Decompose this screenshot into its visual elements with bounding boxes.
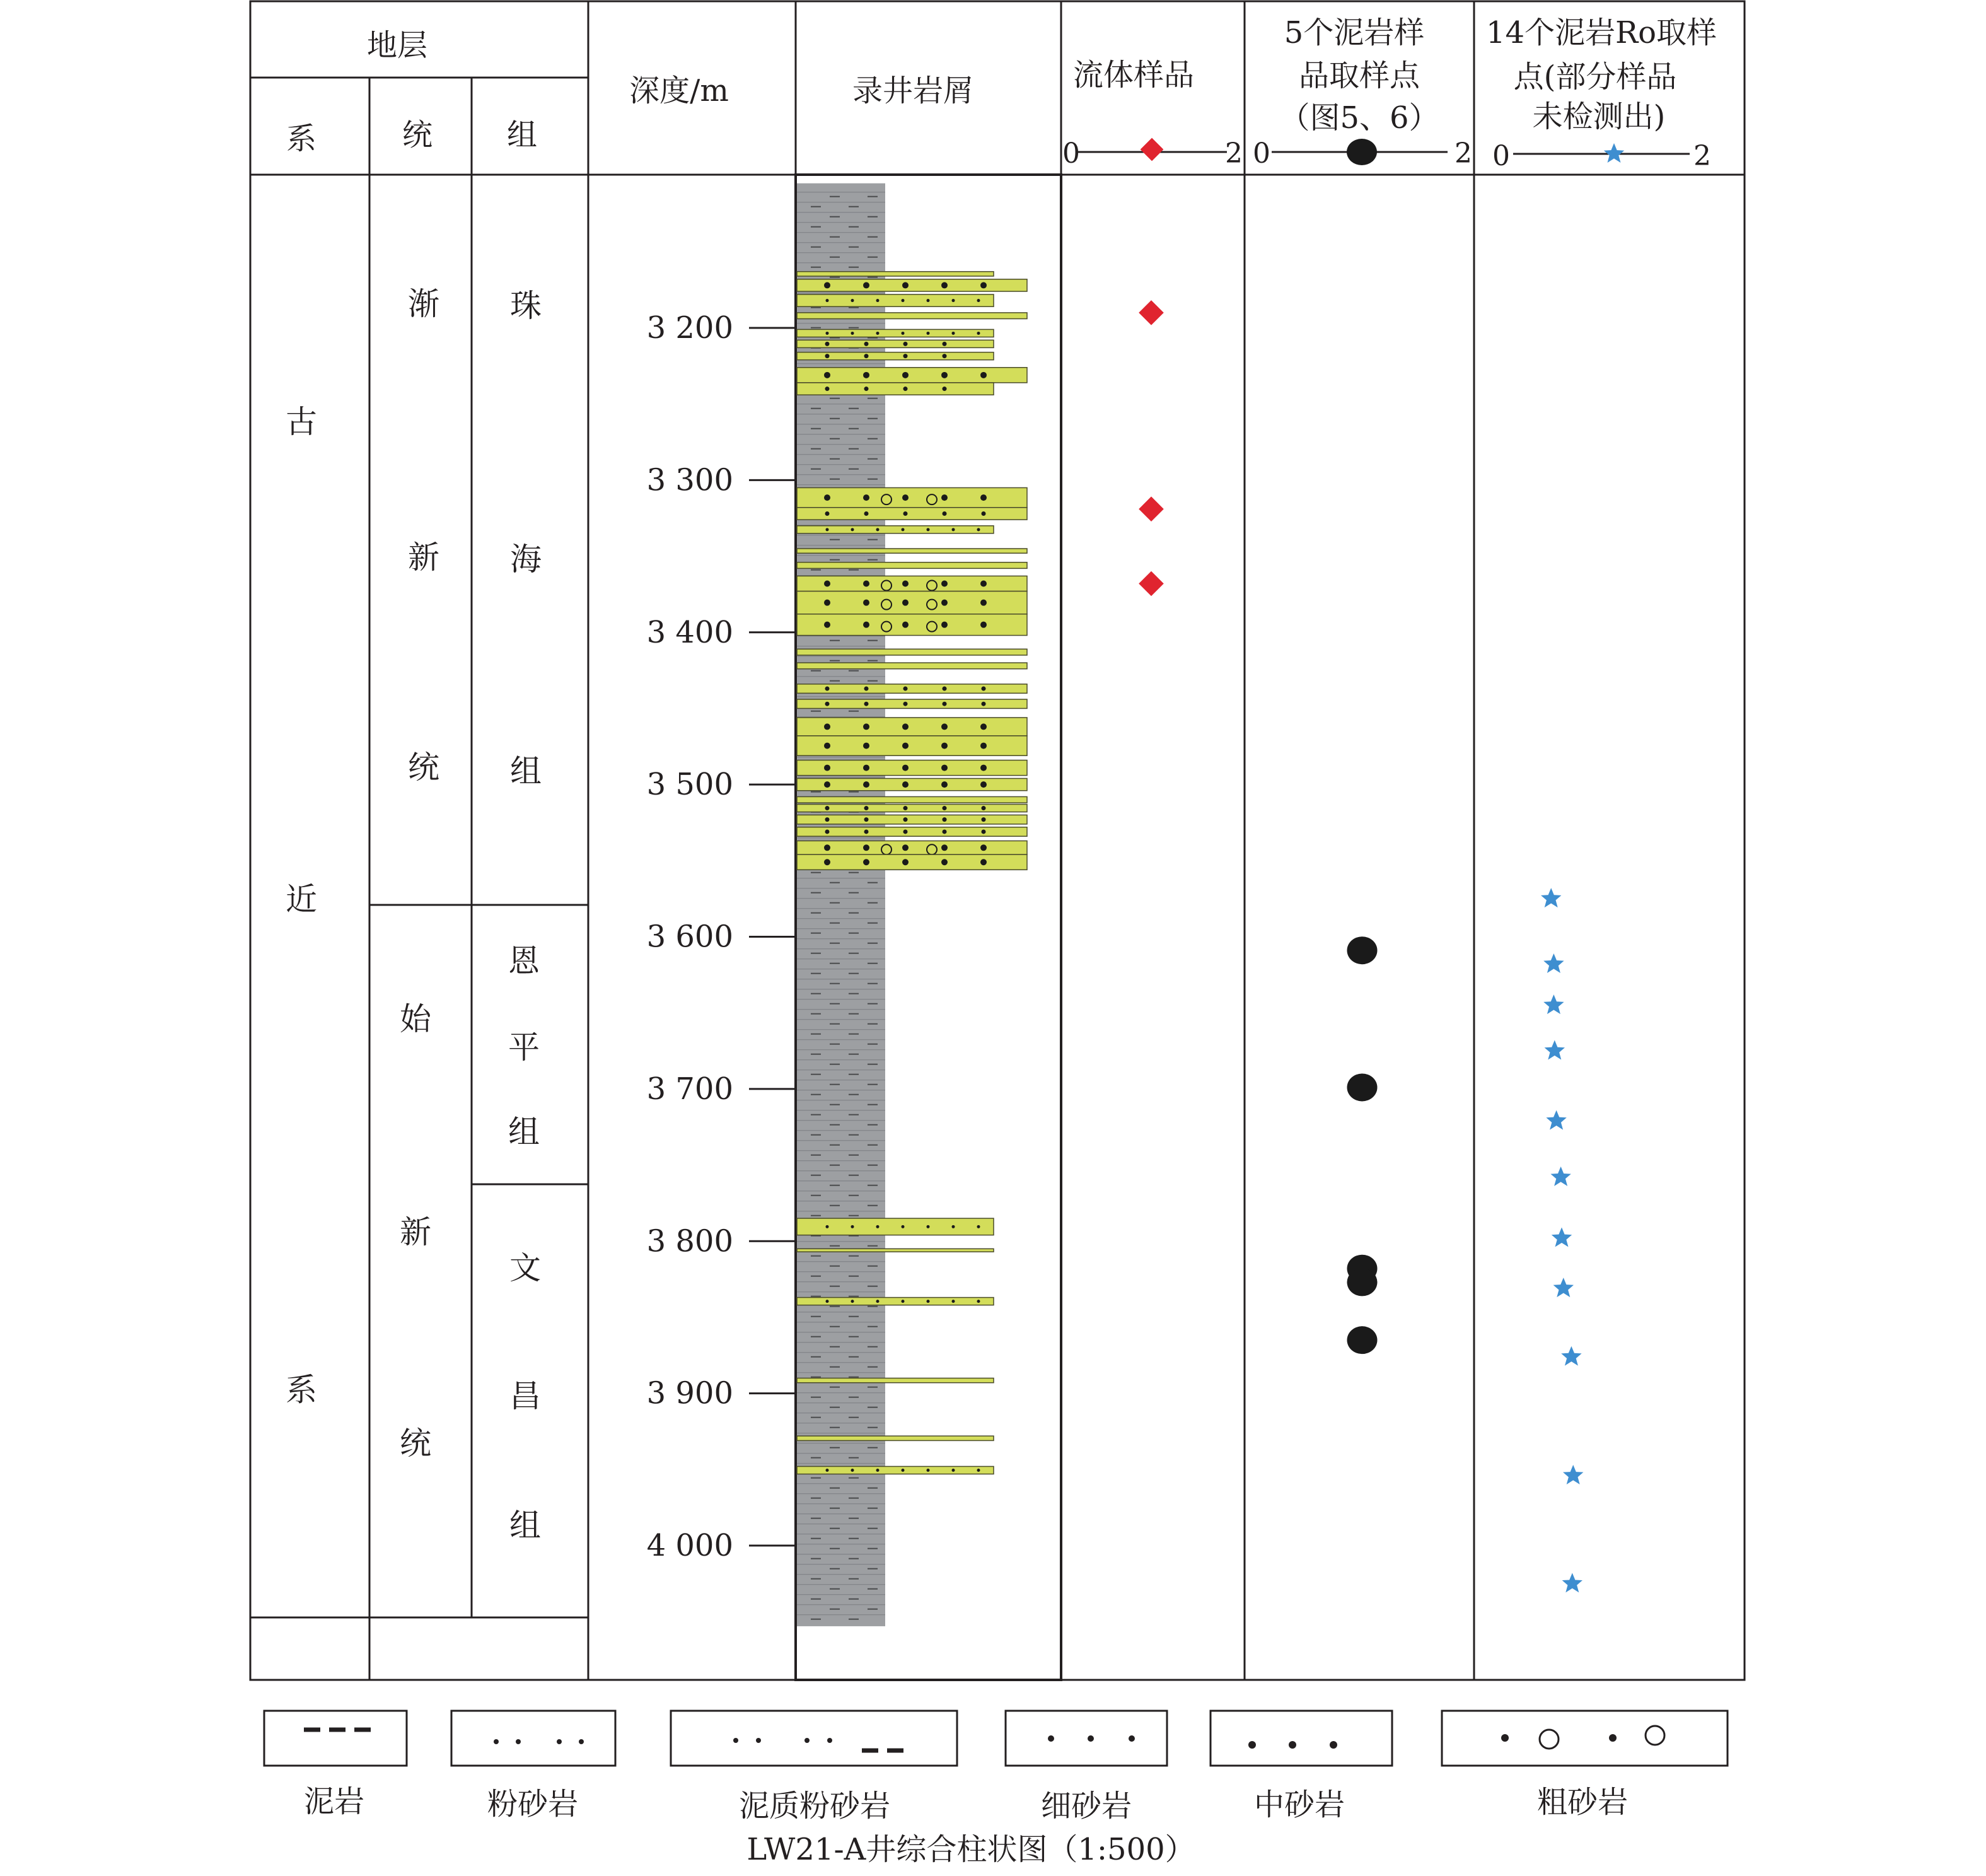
sand-bed	[797, 591, 1027, 614]
grain-dot	[863, 844, 869, 851]
grain-dot	[927, 1225, 930, 1228]
grain-dot	[902, 600, 909, 606]
grain-dot	[952, 1469, 955, 1472]
grain-dot	[902, 494, 909, 501]
ro-scale-star-icon	[1604, 143, 1624, 163]
series-upper-char-1: 渐	[408, 286, 439, 322]
mud-sample-dot	[1347, 1073, 1378, 1101]
grain-dot	[902, 299, 905, 302]
grain-dot	[927, 528, 930, 531]
sand-bed	[797, 1378, 994, 1382]
grain-dot	[876, 1469, 880, 1472]
sand-bed	[797, 1249, 994, 1252]
depth-tick-label: 4 000	[646, 1528, 733, 1563]
grain-dot	[941, 372, 948, 378]
ro-sample-star	[1552, 1227, 1572, 1247]
sand-bed	[797, 614, 1027, 636]
grain-dot	[982, 817, 986, 822]
grain-dot	[902, 1469, 905, 1472]
series-lower-char-2: 新	[400, 1214, 431, 1250]
header-strata: 地层	[366, 28, 428, 63]
grain-dot	[943, 817, 947, 822]
grain-dot	[851, 528, 854, 531]
grain-dot	[825, 817, 830, 822]
grain-dot	[902, 765, 909, 771]
sand-bed	[797, 736, 1027, 755]
system-char-2: 近	[286, 881, 317, 918]
legend-muddy-siltstone-swatch	[671, 1711, 957, 1766]
fluid-scale-min: 0	[1062, 137, 1080, 170]
figure-caption: LW21-A井综合柱状图（1:500）	[746, 1832, 1195, 1867]
grain-dot	[941, 581, 948, 587]
sand-bed	[797, 562, 1027, 569]
grain-dot	[943, 342, 947, 346]
grain-dot	[863, 723, 869, 730]
grain-dot	[826, 1300, 829, 1303]
grain-dot	[876, 1300, 880, 1303]
sand-bed	[797, 1436, 994, 1440]
grain-dot	[903, 354, 908, 358]
grain-dot	[902, 859, 909, 865]
grain-dot	[903, 342, 908, 346]
grain-dot	[825, 829, 830, 834]
grain-dot	[977, 1300, 980, 1303]
series-lower-char-3: 统	[400, 1425, 431, 1462]
grain-dot	[980, 765, 987, 771]
grain-dot	[980, 372, 987, 378]
sand-bed	[797, 841, 1027, 854]
legend	[264, 1711, 1728, 1824]
legend-coarse-sandstone	[1442, 1711, 1728, 1820]
legend-fine-sandstone	[1006, 1711, 1167, 1824]
depth-tick-label: 3 400	[646, 614, 733, 650]
mud-scale	[1253, 137, 1472, 170]
grain-dot	[851, 299, 854, 302]
sand-bed	[797, 368, 1027, 383]
sand-bed	[797, 827, 1027, 836]
header-ro-line1: 14个泥岩Ro取样	[1485, 15, 1717, 50]
grain-dot	[876, 528, 880, 531]
grain-dot	[864, 342, 869, 346]
depth-tick-label: 3 200	[646, 310, 733, 346]
wenchang-char-3: 组	[509, 1507, 541, 1544]
grain-dot	[980, 600, 987, 606]
grain-dot	[902, 723, 909, 730]
system-char-3: 系	[286, 1372, 317, 1408]
grain-dot	[980, 622, 987, 628]
grain-dot	[943, 806, 947, 810]
header-mud-line2: 品取样点	[1298, 58, 1420, 93]
grain-dot	[903, 687, 908, 691]
legend-siltstone-swatch	[451, 1711, 615, 1766]
grain-dot	[903, 511, 908, 516]
grain-dot	[941, 781, 948, 788]
grain-dot	[863, 581, 869, 587]
ro-sample-star	[1543, 994, 1564, 1014]
grain-dot	[903, 387, 908, 391]
mud-sample-dot	[1347, 1326, 1378, 1354]
mud-scale-min: 0	[1253, 137, 1270, 170]
mud-sample-dot	[1347, 936, 1378, 964]
grain-dot	[903, 817, 908, 822]
grain-dot	[824, 600, 830, 606]
legend-fine-sandstone-label: 细砂岩	[1040, 1788, 1132, 1824]
mudstone-column	[797, 184, 885, 1626]
legend-coarse-sandstone-swatch	[1442, 1711, 1728, 1766]
grain-dot	[902, 372, 909, 378]
grain-dot	[902, 1225, 905, 1228]
sand-bed	[797, 854, 1027, 870]
ro-sample-star	[1553, 1278, 1574, 1297]
grain-dot	[941, 600, 948, 606]
enping-char-2: 平	[508, 1029, 540, 1066]
grain-dot	[825, 702, 830, 706]
grain-dot	[825, 687, 830, 691]
sand-bed	[797, 272, 994, 276]
strata-columns	[286, 286, 542, 1544]
grain-dot	[824, 765, 830, 771]
grain-dot	[982, 511, 986, 516]
legend-medium-sandstone-swatch	[1211, 1711, 1392, 1766]
grain-dot	[943, 387, 947, 391]
legend-siltstone-label: 粉砂岩	[487, 1786, 579, 1822]
wenchang-char-1: 文	[509, 1250, 541, 1286]
table-header	[286, 15, 1717, 156]
depth-tick-label: 3 300	[646, 462, 733, 498]
grain-dot	[941, 723, 948, 730]
grain-dot	[864, 702, 869, 706]
grain-dot	[902, 528, 905, 531]
grain-dot	[824, 494, 830, 501]
ro-sample-star	[1546, 1110, 1566, 1130]
grain-dot	[825, 342, 830, 346]
grain-dot	[980, 581, 987, 587]
grain-dot	[863, 282, 869, 288]
grain-dot	[977, 1225, 980, 1228]
grain-dot	[826, 528, 829, 531]
grain-dot	[864, 806, 869, 810]
legend-mudstone-swatch	[264, 1711, 407, 1766]
grain-dot	[863, 622, 869, 628]
header-ro-line2: 点(部分样品	[1513, 59, 1677, 95]
grain-dot	[864, 817, 869, 822]
grain-dot	[903, 806, 908, 810]
ro-sample-star	[1563, 1465, 1583, 1484]
depth-tick-label: 3 600	[646, 919, 733, 955]
fluid-sample-diamond	[1139, 300, 1164, 325]
grain-dot	[952, 1300, 955, 1303]
grain-dot	[863, 372, 869, 378]
grain-dot	[982, 829, 986, 834]
grain-dot	[927, 332, 930, 335]
grain-dot	[826, 1469, 829, 1472]
grain-dot	[927, 1469, 930, 1472]
grain-dot	[824, 723, 830, 730]
header-depth: 深度/m	[629, 73, 729, 108]
grain-dot	[927, 299, 930, 302]
header-series: 统	[402, 117, 433, 153]
sand-bed	[797, 549, 1027, 553]
grain-dot	[902, 581, 909, 587]
lithology-log	[797, 184, 1027, 1626]
grain-dot	[824, 581, 830, 587]
grain-dot	[826, 299, 829, 302]
grain-dot	[977, 528, 980, 531]
grain-dot	[980, 494, 987, 501]
grain-dot	[941, 494, 948, 501]
grain-dot	[864, 354, 869, 358]
grain-dot	[977, 332, 980, 335]
series-lower-char-1: 始	[400, 1001, 431, 1037]
sand-bed	[797, 699, 1027, 708]
grain-dot	[824, 282, 830, 288]
fluid-sample-diamond	[1139, 496, 1164, 521]
grain-dot	[864, 511, 869, 516]
sand-bed	[797, 718, 1027, 736]
grain-dot	[980, 723, 987, 730]
grain-dot	[903, 702, 908, 706]
grain-dot	[825, 511, 830, 516]
grain-dot	[902, 844, 909, 851]
grain-dot	[941, 743, 948, 749]
grain-dot	[941, 844, 948, 851]
sand-bed	[797, 576, 1027, 591]
header-formation: 组	[506, 117, 538, 153]
ro-sample-star	[1562, 1573, 1582, 1592]
grain-dot	[943, 354, 947, 358]
grain-dot	[824, 781, 830, 788]
legend-medium-sandstone-label: 中砂岩	[1253, 1787, 1345, 1822]
grain-dot	[863, 765, 869, 771]
grain-dot	[943, 829, 947, 834]
grain-dot	[824, 372, 830, 378]
grain-dot	[826, 1225, 829, 1228]
grain-dot	[952, 1225, 955, 1228]
grain-dot	[952, 299, 955, 302]
grain-dot	[825, 806, 830, 810]
fluid-sample-diamond	[1139, 571, 1164, 597]
ro-sample-star	[1543, 953, 1564, 973]
header-mud-line1: 5个泥岩样	[1284, 15, 1425, 50]
grain-dot	[941, 765, 948, 771]
series-upper-char-3: 统	[408, 749, 439, 786]
header-mud-line3: （图5、6）	[1279, 100, 1439, 136]
ro-scale	[1492, 140, 1711, 172]
fluid-scale	[1062, 137, 1243, 170]
legend-coarse-sandstone-label: 粗砂岩	[1536, 1785, 1629, 1820]
legend-fine-sandstone-swatch	[1006, 1711, 1167, 1766]
legend-siltstone	[451, 1711, 615, 1822]
grain-dot	[902, 282, 909, 288]
grain-dot	[824, 743, 830, 749]
wenchang-char-2: 昌	[509, 1378, 541, 1414]
ro-sample-star	[1541, 888, 1561, 907]
depth-tick-label: 3 500	[646, 767, 733, 803]
zhuhai-char-1: 珠	[510, 288, 542, 324]
grain-dot	[941, 622, 948, 628]
fluid-sample-markers	[1139, 300, 1164, 596]
grain-dot	[943, 702, 947, 706]
grain-dot	[851, 1469, 854, 1472]
enping-char-3: 组	[508, 1114, 540, 1150]
grain-dot	[982, 702, 986, 706]
grain-dot	[824, 622, 830, 628]
sand-bed	[797, 760, 1027, 776]
sand-bed	[797, 279, 1027, 291]
zhuhai-char-2: 海	[510, 541, 542, 578]
legend-muddy-siltstone-label: 泥质粉砂岩	[738, 1788, 891, 1824]
legend-mudstone	[264, 1711, 407, 1819]
grain-dot	[851, 1300, 854, 1303]
grain-dot	[851, 332, 854, 335]
grain-dot	[863, 781, 869, 788]
ro-sample-star	[1550, 1167, 1571, 1186]
mud-sample-dot	[1347, 1268, 1378, 1296]
grain-dot	[902, 622, 909, 628]
sand-bed	[797, 487, 1027, 507]
header-ro-line3: 未检测出)	[1532, 99, 1666, 134]
grain-dot	[941, 282, 948, 288]
series-upper-char-2: 新	[408, 539, 439, 576]
grain-dot	[825, 354, 830, 358]
grain-dot	[864, 687, 869, 691]
grain-dot	[902, 743, 909, 749]
grain-dot	[980, 859, 987, 865]
grain-dot	[863, 743, 869, 749]
grain-dot	[863, 859, 869, 865]
grain-dot	[863, 494, 869, 501]
system-char-1: 古	[286, 404, 317, 440]
grain-dot	[824, 844, 830, 851]
grain-dot	[902, 1300, 905, 1303]
sand-bed	[797, 313, 1027, 319]
grain-dot	[980, 844, 987, 851]
grain-dot	[980, 282, 987, 288]
sand-bed	[797, 649, 1027, 655]
grain-dot	[876, 332, 880, 335]
grain-dot	[903, 829, 908, 834]
sand-bed	[797, 663, 1027, 669]
legend-mudstone-label: 泥岩	[303, 1784, 365, 1819]
grain-dot	[952, 528, 955, 531]
ro-scale-max: 2	[1693, 140, 1711, 172]
grain-dot	[941, 859, 948, 865]
sand-bed	[797, 815, 1027, 824]
sand-bed	[797, 778, 1027, 790]
depth-axis	[647, 310, 796, 1563]
grain-dot	[980, 743, 987, 749]
header-system: 系	[286, 121, 317, 156]
grain-dot	[943, 511, 947, 516]
depth-tick-label: 3 900	[646, 1375, 733, 1411]
enping-char-1: 恩	[508, 943, 540, 979]
sand-bed	[797, 805, 1027, 812]
depth-tick-label: 3 700	[646, 1071, 733, 1107]
grain-dot	[952, 332, 955, 335]
mud-scale-dot-icon	[1347, 139, 1377, 165]
header-fluid: 流体样品	[1072, 57, 1195, 93]
fluid-scale-diamond-icon	[1141, 138, 1164, 161]
grain-dot	[863, 600, 869, 606]
grain-dot	[825, 387, 830, 391]
ro-sample-markers	[1541, 888, 1583, 1592]
grain-dot	[982, 806, 986, 810]
grain-dot	[943, 687, 947, 691]
grain-dot	[851, 1225, 854, 1228]
grain-dot	[977, 1469, 980, 1472]
grain-dot	[982, 687, 986, 691]
ro-scale-min: 0	[1492, 140, 1510, 172]
grain-dot	[902, 332, 905, 335]
header-lithology: 录井岩屑	[852, 73, 974, 108]
grain-dot	[876, 299, 880, 302]
legend-muddy-siltstone	[671, 1711, 957, 1824]
zhuhai-char-3: 组	[510, 753, 542, 789]
fluid-scale-max: 2	[1225, 137, 1243, 170]
mud-sample-markers	[1347, 936, 1378, 1354]
ro-sample-star	[1545, 1040, 1565, 1060]
grain-dot	[876, 1225, 880, 1228]
sand-bed	[797, 684, 1027, 693]
ro-sample-star	[1561, 1346, 1581, 1366]
grain-dot	[977, 299, 980, 302]
grain-dot	[864, 829, 869, 834]
sand-bed	[797, 796, 1027, 803]
grain-dot	[824, 859, 830, 865]
grain-dot	[902, 781, 909, 788]
depth-tick-label: 3 800	[646, 1223, 733, 1259]
legend-medium-sandstone	[1211, 1711, 1392, 1822]
mud-scale-max: 2	[1455, 137, 1472, 170]
grain-dot	[864, 387, 869, 391]
sand-bed	[797, 508, 1027, 520]
grain-dot	[927, 1300, 930, 1303]
grain-dot	[980, 781, 987, 788]
grain-dot	[826, 332, 829, 335]
